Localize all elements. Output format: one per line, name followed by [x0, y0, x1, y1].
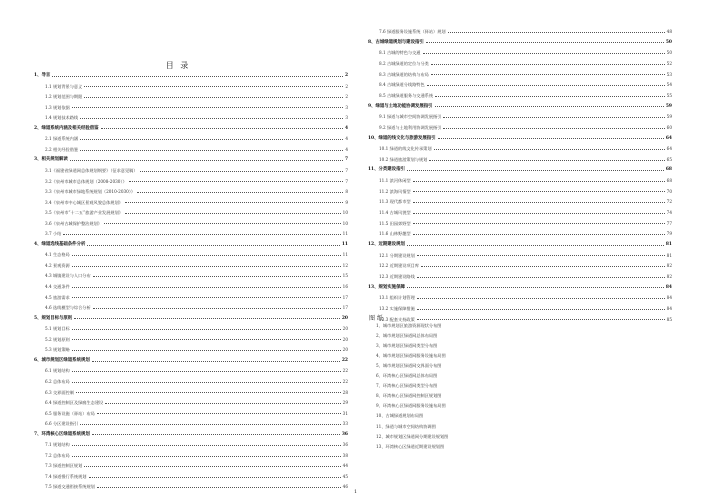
toc-entry-page: 17	[342, 305, 348, 311]
dot-leader	[72, 255, 341, 256]
dot-leader	[137, 192, 343, 193]
toc-entry-page: 20	[342, 336, 348, 342]
toc-right-section-entry	[368, 70, 672, 77]
dot-leader	[70, 160, 343, 161]
toc-entry-label: 5.2 规划原则	[45, 336, 70, 342]
toc-entry-page: 22	[342, 378, 348, 384]
toc-entry-page: 4	[344, 125, 348, 131]
toc-entry-label: 3.2《泉州市城市总体规划（2008-2030）》	[45, 178, 127, 184]
toc-entry-page: 11	[342, 252, 348, 258]
toc-entry-page: 81	[666, 252, 672, 258]
toc-entry-label: 13.1 组织计划管理	[379, 295, 415, 301]
toc-entry-page: 31	[342, 410, 348, 416]
toc-left-chapter-entry	[34, 430, 348, 437]
toc-entry-label: 13、规划实施保障	[368, 284, 405, 290]
toc-entry-label: 7.6 绿道服务设施系统（驿站）规划	[379, 29, 446, 34]
dot-leader	[72, 297, 341, 298]
dot-leader	[435, 106, 664, 107]
toc-left-chapter-entry	[34, 71, 348, 78]
toc-entry-page: 33	[342, 421, 348, 427]
dot-leader	[407, 170, 664, 171]
toc-entry-label: 8.3 古城绿道的结构与布局	[379, 71, 429, 77]
toc-left-section-entry	[34, 398, 348, 405]
toc-entry-label: 6.4 绿道控制区及绿廊生态建设	[45, 400, 104, 406]
toc-entry-page: 11	[342, 231, 348, 237]
toc-entry-page: 20	[341, 315, 348, 321]
toc-entry-label: 2.1 绿道系统内涵	[45, 136, 79, 142]
toc-entry-page: 84	[665, 284, 672, 290]
toc-left-section-entry	[34, 187, 348, 194]
dot-leader	[74, 318, 340, 319]
toc-left-section-entry	[34, 409, 348, 416]
toc-left-chapter-entry	[34, 240, 348, 247]
toc-left-section-entry	[34, 134, 348, 141]
dot-leader	[72, 382, 341, 383]
toc-right-section-entry	[368, 251, 672, 258]
dot-leader	[104, 223, 341, 224]
toc-right-section-entry	[368, 272, 672, 279]
page-number: 1	[354, 490, 357, 495]
toc-left-section-entry	[34, 419, 348, 426]
toc-right-chapter-entry	[368, 165, 672, 172]
toc-entry-page: 4	[345, 136, 348, 142]
toc-right-section-entry	[368, 27, 672, 34]
toc-entry-label: 1.1 规划背景与意义	[45, 83, 83, 89]
toc-entry-label: 1.2 规划范围与期限	[45, 94, 83, 100]
toc-entry-label: 5.1 规划目标	[45, 326, 70, 332]
toc-left-section-entry	[34, 324, 348, 331]
toc-entry-page: 68	[665, 167, 672, 173]
toc-entry-label: 9.1 绿道与城市空间协调发展指引	[379, 114, 442, 120]
toc-left-section-entry	[34, 92, 348, 99]
toc-left-section-entry	[34, 82, 348, 89]
dot-leader	[80, 118, 343, 119]
toc-entry-label: 5.3 规划策略	[45, 347, 70, 353]
dot-leader	[413, 181, 665, 182]
toc-entry-label: 3.6《泉州古城保护整治规划》	[45, 220, 102, 226]
dot-leader	[72, 371, 341, 372]
toc-entry-label: 5、规划目标与原则	[34, 315, 73, 321]
toc-entry-page: 10	[342, 210, 348, 216]
dot-leader	[423, 53, 665, 54]
toc-left-section-entry	[34, 113, 348, 120]
toc-entry-label: 7.4 绿道慢行系统规划	[45, 473, 87, 479]
toc-entry-page: 17	[342, 294, 348, 300]
dot-leader	[72, 456, 341, 457]
dot-leader	[431, 74, 665, 75]
dot-leader	[431, 64, 665, 65]
toc-right-section-entry	[368, 293, 672, 300]
dot-leader	[72, 266, 341, 267]
toc-right-chapter-entry	[368, 38, 672, 45]
toc-entry-label: 8.4 古城绿道分线路特色	[379, 82, 425, 88]
figures-heading: 图 纸	[369, 315, 383, 322]
toc-entry-page: 22	[342, 368, 348, 374]
toc-entry-label: 4.5 旅游需求	[45, 294, 70, 300]
toc-entry-label: 3.7 小结	[45, 231, 62, 237]
figure-list-item: 2、城市规划区绿道网总体布局图	[376, 333, 438, 339]
dot-leader	[140, 171, 344, 172]
toc-entry-page: 20	[342, 347, 348, 353]
toc-entry-page: 3	[345, 104, 348, 110]
toc-left-section-entry	[34, 145, 348, 152]
toc-right-chapter-entry	[368, 240, 672, 247]
dot-leader	[413, 191, 665, 192]
figure-list-item: 4、城市规划区绿道网服务设施布局图	[376, 353, 446, 359]
toc-entry-label: 4.2 景观资源	[45, 262, 70, 268]
dot-leader	[448, 32, 665, 33]
toc-entry-page: 79	[666, 231, 672, 237]
toc-entry-label: 7.5 绿道交通衔接系统规划	[45, 484, 95, 490]
toc-entry-page: 64	[665, 135, 672, 141]
toc-entry-label: 12.1 分期建设规划	[379, 252, 415, 258]
dot-leader	[101, 128, 343, 129]
toc-left-section-entry	[34, 229, 348, 236]
toc-entry-label: 6.5 服务设施（驿站）布局	[45, 410, 95, 416]
toc-entry-page: 45	[342, 473, 348, 479]
toc-entry-page: 82	[666, 263, 672, 269]
toc-left-chapter-entry	[34, 356, 348, 363]
toc-entry-page: 50	[665, 39, 672, 45]
toc-entry-page: 29	[342, 400, 348, 406]
toc-entry-label: 9、绿道与土地功能协调发展指引	[368, 103, 433, 109]
dot-leader	[407, 287, 664, 288]
dot-leader	[125, 213, 341, 214]
toc-entry-page: 16	[342, 284, 348, 289]
toc-entry-page: 81	[665, 242, 672, 247]
toc-entry-page: 4	[345, 146, 348, 152]
toc-entry-page: 50	[666, 50, 672, 56]
toc-entry-label: 1.4 规划技术路线	[45, 115, 79, 121]
toc-entry-page: 28	[342, 389, 348, 395]
dot-leader	[429, 160, 664, 161]
toc-entry-page: 55	[666, 92, 672, 98]
toc-entry-label: 3.4《泉州市中心城区景观风貌总体规划》	[45, 199, 123, 205]
toc-left-section-entry	[34, 303, 348, 310]
toc-entry-label: 6.2 总体布局	[45, 378, 70, 384]
toc-right-section-entry	[368, 315, 672, 322]
figure-list-item: 7、环湾核心区绿道网类型分布图	[376, 383, 438, 389]
toc-left-section-entry	[34, 271, 348, 278]
dot-leader	[413, 213, 665, 214]
toc-left-section-entry	[34, 451, 348, 458]
dot-leader	[72, 339, 341, 340]
dot-leader	[72, 445, 341, 446]
toc-entry-label: 11.1 滨河休闲型	[379, 178, 411, 184]
toc-left-section-entry	[34, 377, 348, 384]
toc-entry-label: 6.6 分区建设指引	[45, 421, 79, 427]
dot-leader	[84, 86, 343, 87]
toc-entry-label: 4.3 城镇建设与人口分布	[45, 273, 91, 279]
toc-entry-page: 65	[666, 156, 672, 162]
toc-entry-page: 52	[666, 60, 672, 66]
figure-list-item: 10、古城绿道规划布局图	[376, 413, 424, 419]
toc-right-section-entry	[368, 91, 672, 98]
toc-entry-label: 12.3 近期建设路线	[379, 273, 415, 279]
toc-left-section-entry	[34, 472, 348, 479]
toc-right-chapter-entry	[368, 134, 672, 141]
dot-leader	[76, 392, 341, 393]
toc-entry-label: 7.1 规划结构	[45, 442, 70, 448]
dot-leader	[97, 487, 341, 488]
toc-left-section-entry	[34, 388, 348, 395]
toc-right-chapter-entry	[368, 283, 672, 290]
toc-left-section-entry	[34, 250, 348, 257]
toc-entry-label: 4.1 生态格局	[45, 252, 70, 258]
toc-entry-label: 6.3 交界面控制	[45, 389, 74, 395]
dot-leader	[93, 276, 341, 277]
toc-entry-page: 7	[345, 167, 348, 173]
toc-right-chapter-entry	[368, 102, 672, 109]
toc-entry-label: 11.4 古城风貌型	[379, 210, 411, 216]
dot-leader	[427, 85, 665, 86]
toc-entry-label: 3.5《泉州市“十二五”旅游产业发展规划》	[45, 210, 123, 216]
toc-left-section-entry	[34, 293, 348, 300]
dot-leader	[421, 266, 665, 267]
dot-leader	[72, 329, 341, 330]
dot-leader	[413, 223, 665, 224]
figure-list-item: 5、城市规划区绿道网交界面分布图	[376, 363, 442, 369]
toc-entry-label: 4.6 选线模型与综合分析	[45, 305, 91, 311]
dot-leader	[417, 319, 665, 320]
toc-right-section-entry	[368, 176, 672, 183]
toc-entry-page: 2	[345, 83, 348, 89]
dot-leader	[407, 245, 664, 246]
toc-left-section-entry	[34, 219, 348, 226]
toc-left-section-entry	[34, 461, 348, 468]
toc-entry-label: 6、城市规划区绿道系统规划	[34, 357, 90, 363]
toc-entry-page: 9	[345, 199, 348, 205]
dot-leader	[125, 202, 343, 203]
toc-entry-label: 7.3 绿道控制区规划	[45, 463, 83, 469]
toc-right-section-entry	[368, 80, 672, 87]
toc-left-section-entry	[34, 366, 348, 373]
toc-entry-page: 7	[345, 178, 348, 184]
toc-entry-page: 36	[342, 442, 348, 448]
dot-leader	[417, 298, 665, 299]
dot-leader	[443, 128, 664, 129]
toc-entry-page: 70	[666, 188, 672, 194]
toc-entry-page: 2	[345, 94, 348, 100]
toc-entry-label: 1.3 规划依据	[45, 104, 70, 110]
toc-entry-label: 8.5 古城绿道服务与交通系统	[379, 92, 434, 98]
dot-leader	[105, 403, 340, 404]
toc-entry-label: 8、古城绿道规划与建设指引	[368, 39, 424, 45]
toc-right-section-entry	[368, 112, 672, 119]
toc-entry-page: 36	[341, 431, 348, 437]
toc-left-section-entry	[34, 208, 348, 215]
dot-leader	[426, 42, 664, 43]
toc-entry-label: 6.1 规划结构	[45, 368, 70, 374]
toc-entry-label: 11.6 山林野趣型	[379, 231, 411, 237]
toc-right-section-entry	[368, 144, 672, 151]
dot-leader	[72, 350, 341, 351]
toc-entry-page: 77	[666, 220, 672, 226]
toc-right-section-entry	[368, 197, 672, 204]
toc-entry-page: 10	[342, 220, 348, 226]
dot-leader	[84, 466, 340, 467]
toc-entry-page: 48	[666, 29, 672, 34]
toc-entry-page: 20	[342, 326, 348, 332]
toc-right-section-entry	[368, 123, 672, 130]
dot-leader	[87, 245, 340, 246]
dot-leader	[92, 434, 340, 435]
dot-leader	[80, 150, 343, 151]
dot-leader	[92, 361, 340, 362]
toc-right-section-entry	[368, 48, 672, 55]
toc-entry-page: 84	[666, 295, 672, 301]
toc-entry-label: 4.4 交通条件	[45, 284, 70, 289]
dot-leader	[413, 202, 665, 203]
toc-entry-page: 11	[341, 241, 348, 247]
toc-entry-page: 72	[666, 199, 672, 205]
dot-leader	[438, 138, 664, 139]
toc-left-section-entry	[34, 103, 348, 110]
toc-entry-label: 3.3《泉州市城市绿地系统规划（2010-2030）》	[45, 189, 136, 195]
toc-left-section-entry	[34, 345, 348, 352]
toc-entry-label: 12.2 近期建设项目库	[379, 263, 419, 269]
toc-right-section-entry	[368, 304, 672, 311]
toc-entry-page: 15	[342, 273, 348, 279]
toc-entry-page: 44	[342, 463, 348, 469]
toc-entry-label: 8.1 古城的特色与交通	[379, 50, 421, 56]
figure-list-item: 11、绿道与城市空间结构协调图	[376, 423, 436, 429]
toc-entry-label: 11、分类建设指引	[368, 167, 405, 173]
figure-list-item: 6、环湾核心区绿道网总体布局图	[376, 373, 438, 379]
toc-entry-label: 11.3 现代都市型	[379, 199, 411, 205]
toc-entry-label: 3.1《福建省绿道网总体规划纲要》（征求意见稿）	[45, 167, 138, 173]
toc-entry-label: 11.5 田园郊野型	[379, 220, 411, 226]
toc-left-chapter-entry	[34, 124, 348, 131]
toc-entry-page: 7	[344, 157, 348, 163]
toc-entry-page: 53	[666, 71, 672, 77]
toc-left-section-entry	[34, 198, 348, 205]
dot-leader	[97, 413, 341, 414]
toc-entry-label: 4、绿道选线基础条件分析	[34, 241, 86, 247]
toc-entry-label: 12、近期建设规划	[368, 242, 405, 247]
toc-entry-page: 8	[345, 189, 348, 195]
toc-entry-label: 11.2 滨海风情型	[379, 188, 411, 194]
dot-leader	[93, 308, 341, 309]
toc-entry-page: 46	[342, 484, 348, 490]
toc-entry-label: 13.2 实施保障措施	[379, 305, 415, 311]
toc-right-section-entry	[368, 219, 672, 226]
dot-leader	[80, 424, 341, 425]
toc-left-section-entry	[34, 166, 348, 173]
toc-right-section-entry	[368, 208, 672, 215]
toc-entry-page: 3	[345, 115, 348, 121]
toc-entry-label: 7、环湾核心区绿道系统规划	[34, 431, 90, 437]
dot-leader	[84, 97, 343, 98]
toc-entry-label: 10、绿道的线文化与旅游发展指引	[368, 135, 436, 141]
toc-entry-page: 54	[666, 82, 672, 88]
toc-entry-page: 85	[666, 316, 672, 322]
dot-leader	[417, 255, 665, 256]
toc-left-section-entry	[34, 482, 348, 489]
toc-right-section-entry	[368, 229, 672, 236]
toc-entry-label: 13.3 配套支持政策	[379, 316, 415, 322]
figure-list-item: 3、城市规划区绿道网类型分布图	[376, 343, 438, 349]
figure-list-item: 12、城市规划区绿道网分期建设规划图	[376, 433, 449, 439]
toc-entry-page: 82	[666, 273, 672, 279]
toc-entry-label: 2.2 相关经验借鉴	[45, 146, 79, 152]
toc-entry-page: 59	[666, 114, 672, 120]
figure-list-item: 9、环湾核心区绿道网服务设施布局图	[376, 403, 446, 409]
toc-left-chapter-entry	[34, 155, 348, 162]
dot-leader	[443, 117, 664, 118]
toc-entry-label: 7.2 总体布局	[45, 452, 70, 458]
toc-entry-page: 22	[341, 357, 348, 363]
toc-left-section-entry	[34, 261, 348, 268]
toc-entry-page: 64	[666, 146, 672, 152]
toc-title: 目 录	[165, 61, 191, 70]
toc-left-section-entry	[34, 282, 348, 289]
toc-entry-label: 9.2 绿道与土地利用协调发展指引	[379, 124, 442, 130]
dot-leader	[72, 107, 344, 108]
toc-entry-label: 10.1 绿道的线文化传承策划	[379, 146, 432, 152]
figure-list-item: 13、环湾核心区绿道近期建设规划图	[376, 443, 445, 449]
dot-leader	[89, 477, 341, 478]
toc-left-section-entry	[34, 440, 348, 447]
toc-right-section-entry	[368, 155, 672, 162]
toc-entry-label: 3、相关规划解读	[34, 157, 68, 163]
dot-leader	[417, 309, 665, 310]
dot-leader	[417, 277, 665, 278]
toc-right-section-entry	[368, 187, 672, 194]
dot-leader	[63, 234, 340, 235]
dot-leader	[80, 139, 343, 140]
toc-left-chapter-entry	[34, 314, 348, 321]
toc-entry-page: 68	[666, 178, 672, 184]
toc-entry-page: 60	[666, 124, 672, 130]
toc-entry-page: 2	[344, 73, 348, 78]
toc-left-section-entry	[34, 177, 348, 184]
toc-entry-label: 2、绿道系统内涵及相关经验借鉴	[34, 125, 99, 131]
toc-entry-page: 74	[666, 210, 672, 216]
toc-left-section-entry	[34, 335, 348, 342]
figure-list-item: 1、城市规划区旅游资源现状分布图	[376, 323, 442, 328]
toc-entry-page: 59	[665, 103, 672, 109]
toc-entry-page: 12	[342, 262, 348, 268]
dot-leader	[413, 234, 665, 235]
dot-leader	[129, 181, 344, 182]
toc-entry-label: 8.2 古城绿道的定位与分类	[379, 60, 429, 66]
dot-leader	[435, 96, 665, 97]
toc-entry-page: 38	[342, 452, 348, 458]
figure-list-item: 8、环湾核心区绿道网控制区规划图	[376, 393, 442, 399]
toc-right-section-entry	[368, 59, 672, 66]
toc-entry-page: 84	[666, 305, 672, 311]
dot-leader	[434, 149, 665, 150]
dot-leader	[52, 76, 343, 77]
toc-right-section-entry	[368, 261, 672, 268]
toc-entry-label: 1、导言	[34, 73, 51, 78]
dot-leader	[72, 287, 341, 288]
toc-entry-label: 10.2 绿道旅游策划与规划	[379, 156, 428, 162]
